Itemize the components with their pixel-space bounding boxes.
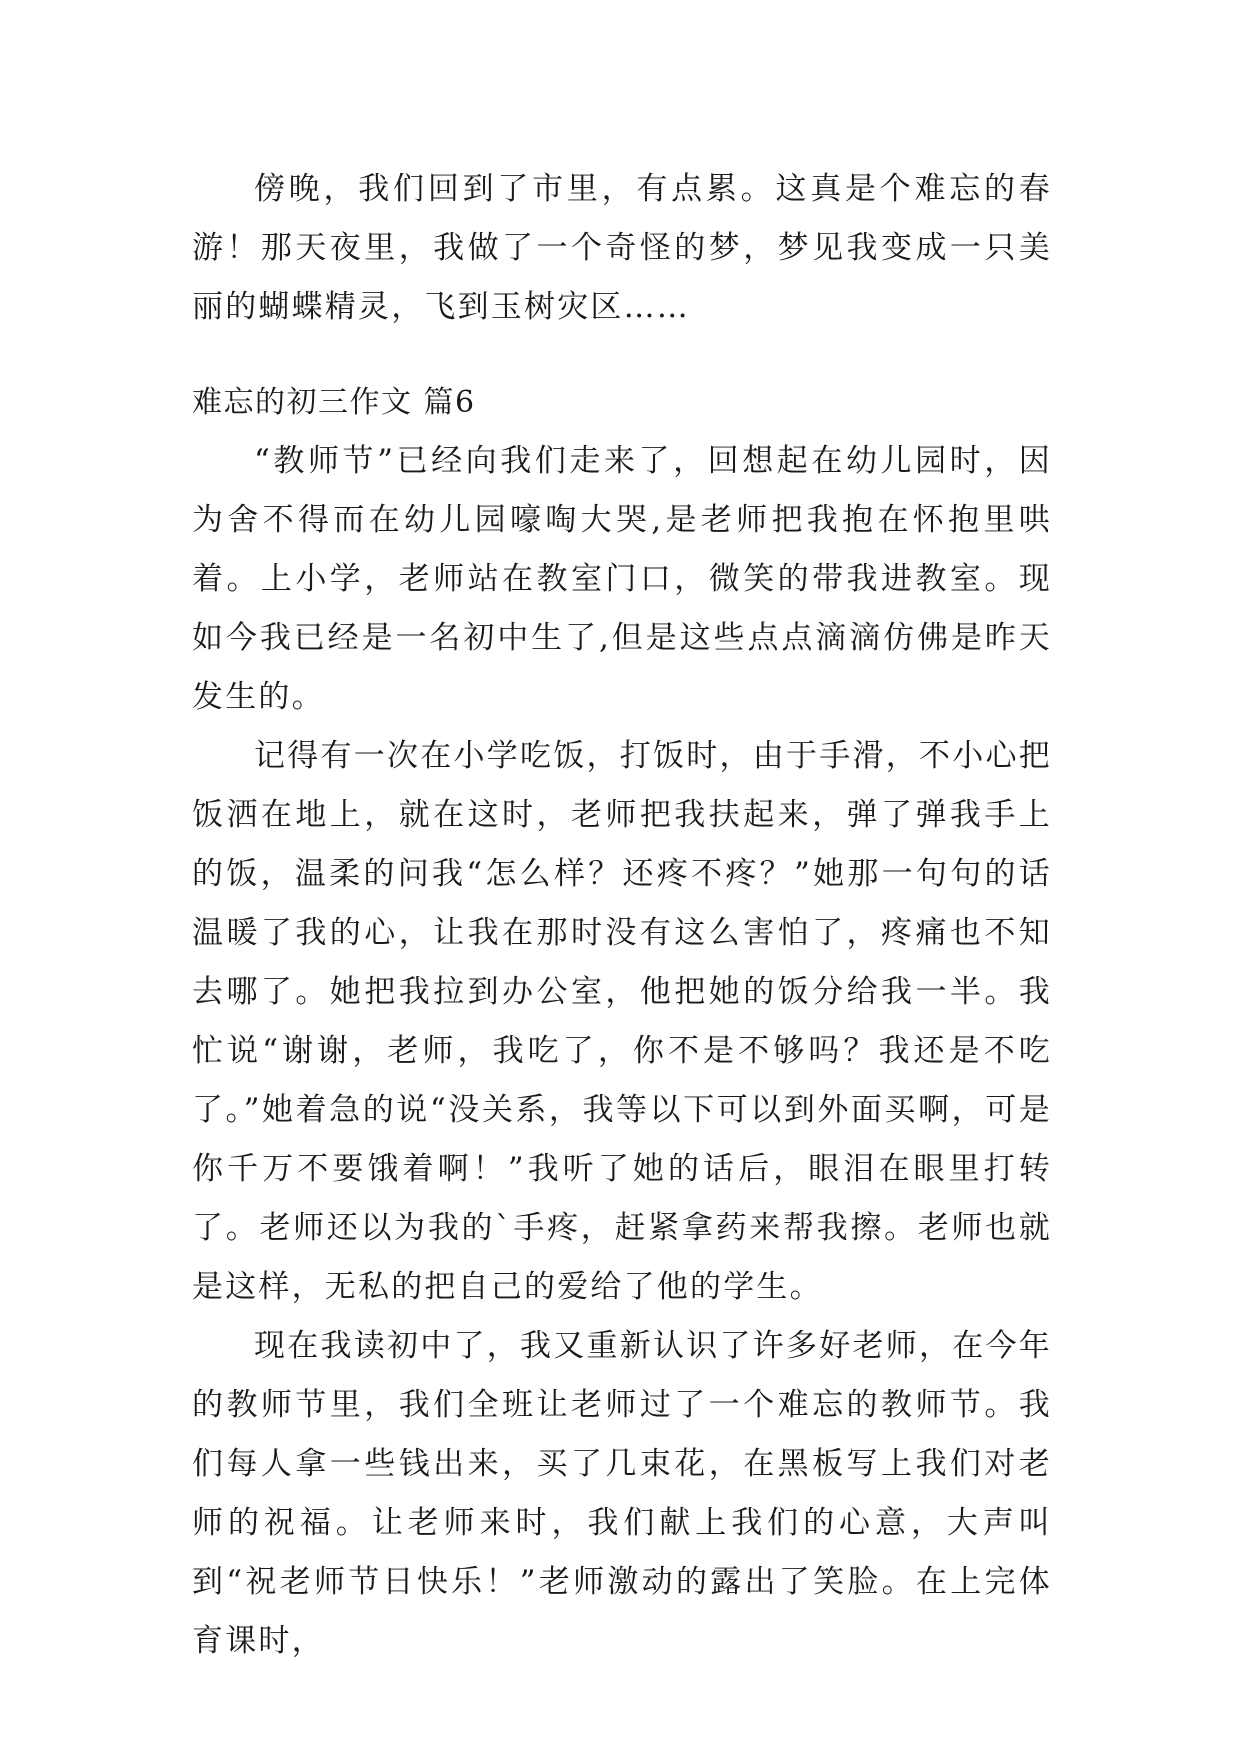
paragraph-2: 记得有一次在小学吃饭，打饭时，由于手滑，不小心把饭洒在地上，就在这时，老师把我扶起来，弹了弹我手上的饭，温柔的问我“怎么样？还疼不疼？”她那一句句的话温暖了我的心，让我在那时没有这么害怕了，疼痛也不知去哪了。她把我拉到办公室，他把她的饭分给我一半。我忙说“谢谢，老师，我吃了，你不是不够吗？我还是不吃了。”她着急的说“没关系，我等以下可以到外面买啊，可是你千万不要饿着啊！”我听了她的话后，眼泪在眼里打转了。老师还以为我的`手疼，赶紧拿药来帮我擦。老师也就是这样，无私的把自己的爱给了他的学生。 (192, 738, 1052, 1305)
paragraph-1: “教师节”已经向我们走来了，回想起在幼儿园时，因为舍不得而在幼儿园嚎啕大哭,是老师把我抱在怀抱里哄着。上小学，老师站在教室门口，微笑的带我进教室。现如今我已经是一名初中生了,但是这些点点滴滴仿佛是昨天发生的。 (192, 443, 1052, 715)
paragraph-3: 现在我读初中了，我又重新认识了许多好老师，在今年的教师节里，我们全班让老师过了一个难忘的教师节。我们每人拿一些钱出来，买了几束花，在黑板写上我们对老师的祝福。让老师来时，我们献上我们的心意，大声叫到“祝老师节日快乐！”老师激动的露出了笑脸。在上完体育课时， (192, 1328, 1052, 1659)
document-body (192, 160, 1052, 1671)
intro-paragraph: 傍晚，我们回到了市里，有点累。这真是个难忘的春游！那天夜里，我做了一个奇怪的梦，梦见我变成一只美丽的蝴蝶精灵，飞到玉树灾区…… (192, 171, 1052, 325)
section-heading: 难忘的初三作文 篇6 (192, 385, 476, 420)
